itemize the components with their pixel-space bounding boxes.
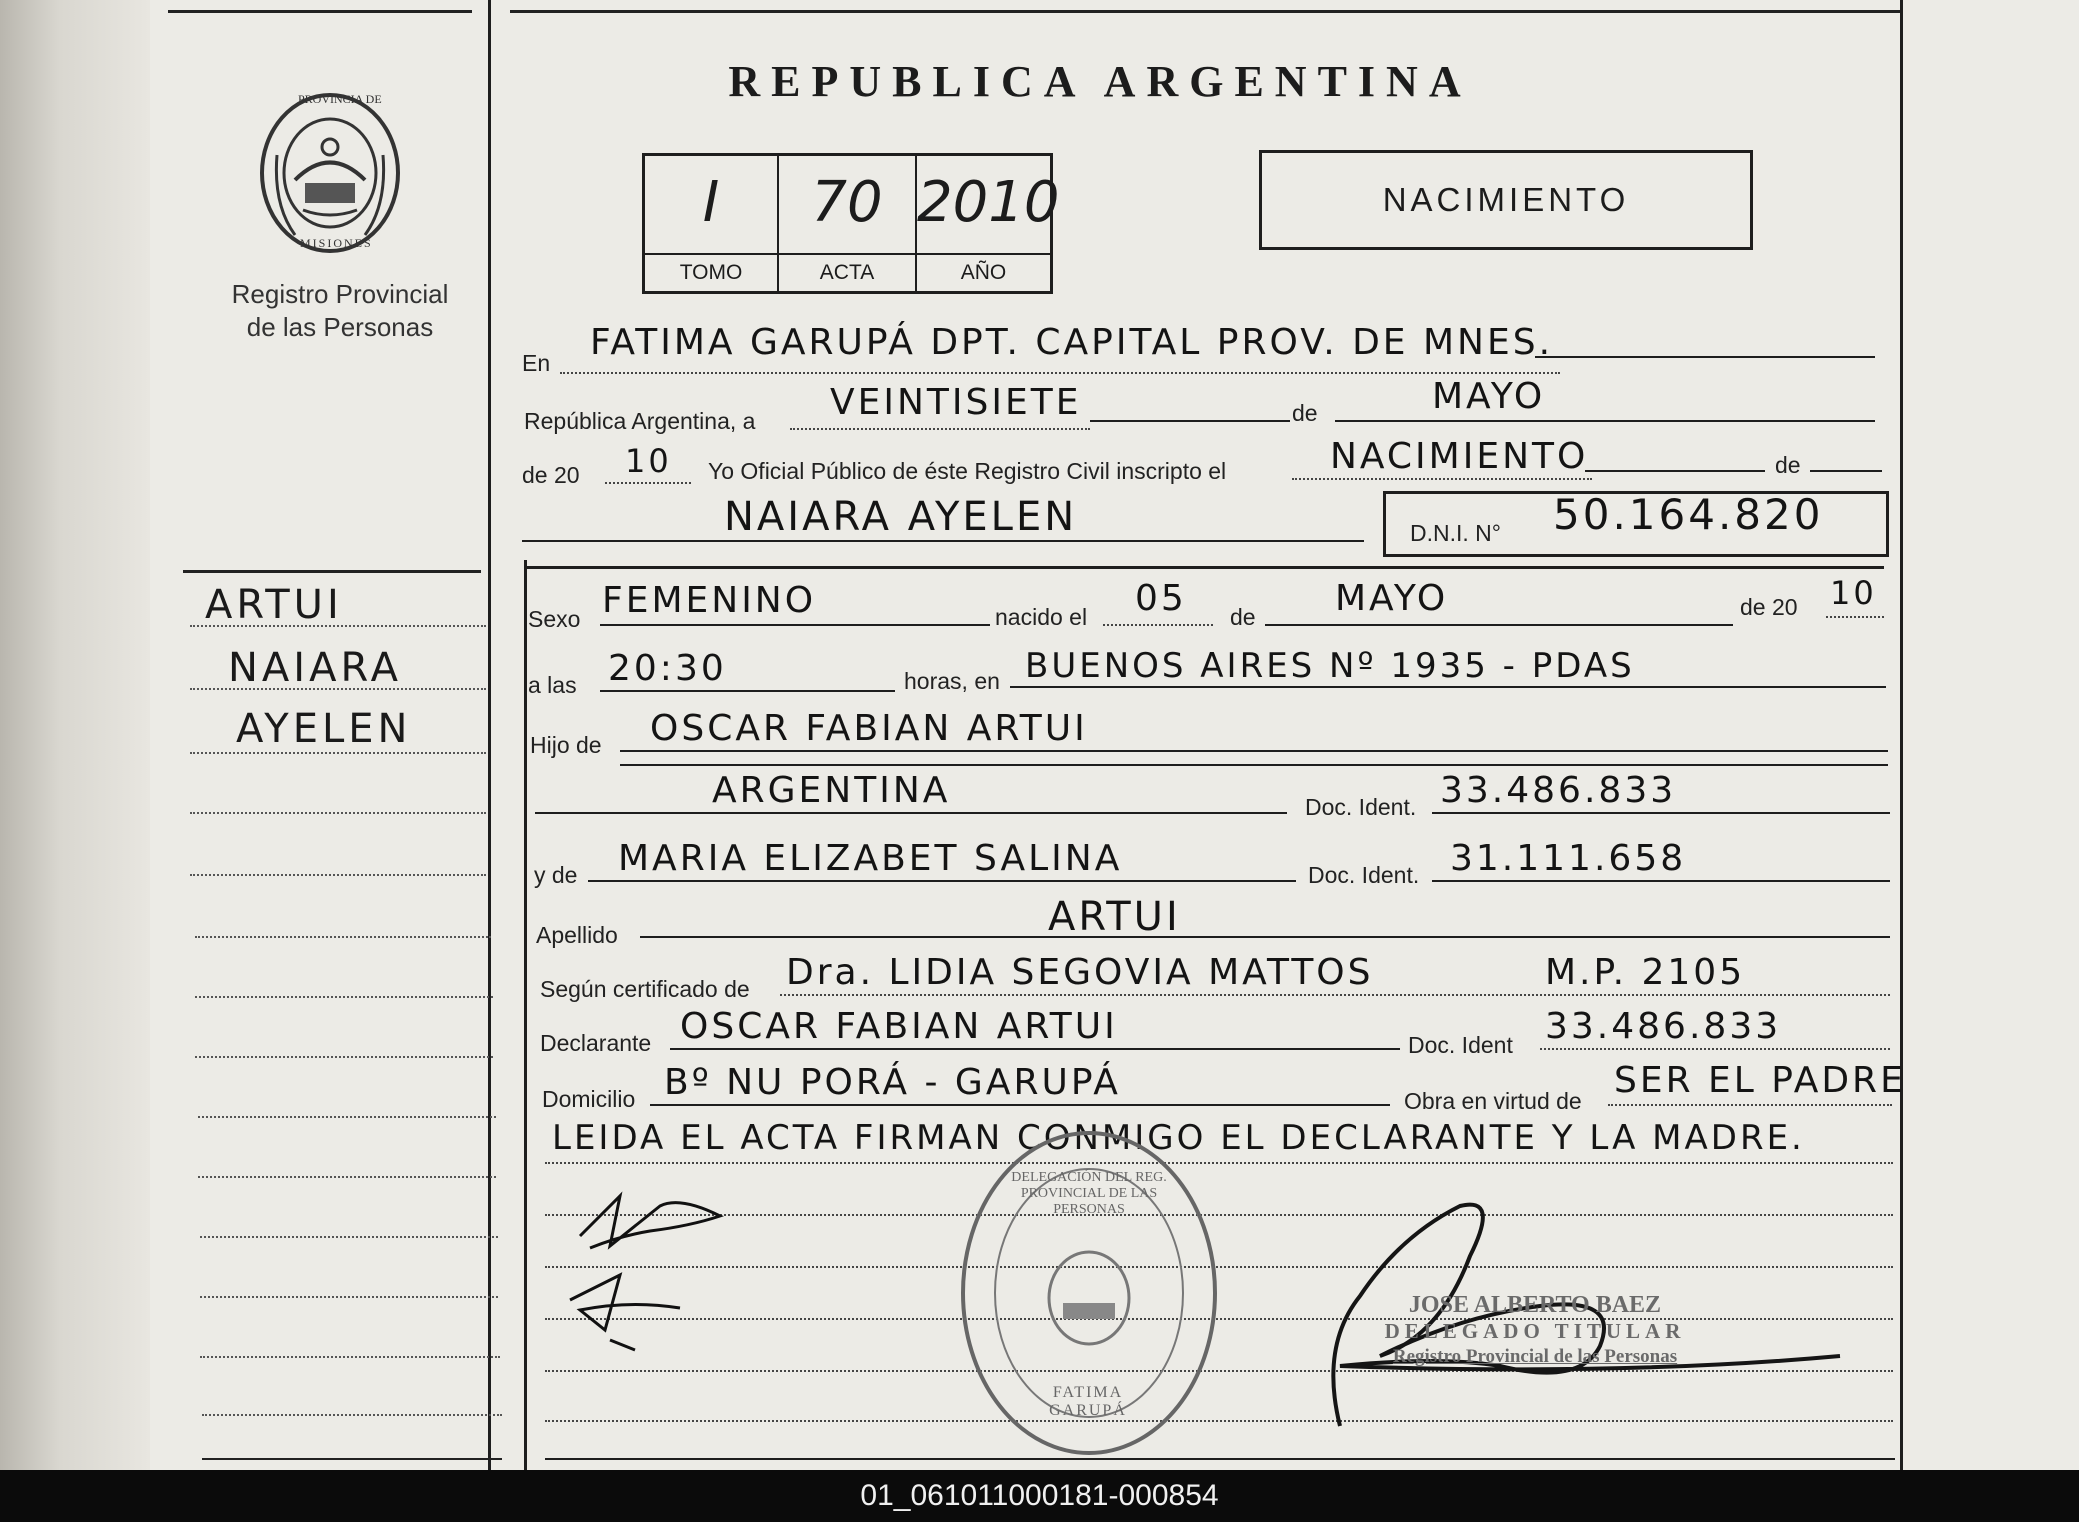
margin-line: [190, 812, 486, 814]
officer-office: Registro Provincial de las Personas: [1392, 1346, 1678, 1367]
sexo-value: FEMENINO: [602, 580, 817, 621]
margin-line: [195, 936, 491, 938]
en-dotted: [560, 372, 1560, 374]
closing-text: LEIDA EL ACTA FIRMAN CONMIGO EL DECLARANTE Y LA MADRE.: [552, 1118, 1805, 1158]
month-line: [1335, 420, 1875, 422]
top-rule-left: [168, 10, 472, 13]
margin-line: [198, 1176, 496, 1178]
nacido-label: nacido el: [995, 604, 1088, 630]
en-label: En: [522, 350, 551, 376]
image-code-footer: 01_061011000181-000854: [0, 1470, 2079, 1522]
book-binding-edge: [0, 0, 150, 1470]
father-name: OSCAR FABIAN ARTUI: [650, 708, 1088, 749]
margin-line: [200, 1236, 498, 1238]
domicilio-value: Bº NU PORÁ - GARUPÁ: [664, 1062, 1121, 1103]
margin-bottom-rule: [202, 1458, 502, 1460]
record-number-box: [642, 153, 1060, 294]
republica-dotted: [790, 428, 1090, 430]
anio-value: 2010: [917, 170, 1060, 235]
nacido-day-dotted: [1103, 624, 1213, 626]
segun-label: Según certificado de: [540, 976, 750, 1002]
column-divider-left: [488, 0, 491, 1470]
margin-middle-name: AYELEN: [236, 706, 412, 752]
margin-line: [190, 625, 486, 627]
nationality-line: [535, 812, 1287, 814]
republica-label: República Argentina, a: [524, 408, 756, 434]
republica-line: [1090, 420, 1290, 422]
de20-label: de 20: [522, 462, 580, 488]
margin-line: [202, 1414, 502, 1416]
inscripto-value: NACIMIENTO: [1330, 436, 1589, 477]
obra-value: SER EL PADRE: [1614, 1060, 1906, 1101]
declarante-value: OSCAR FABIAN ARTUI: [680, 1006, 1118, 1047]
oficial-label: Yo Oficial Público de éste Registro Civil inscripto el: [708, 458, 1227, 484]
time-value: 20:30: [608, 648, 727, 689]
bottom-rule: [545, 1458, 1895, 1460]
inscripto-line: [1585, 470, 1765, 472]
margin-line: [190, 688, 486, 690]
dni-label: D.N.I. N°: [1410, 520, 1501, 546]
tomo-cell: [645, 156, 779, 291]
doc-label-3: Doc. Ident: [1408, 1032, 1513, 1058]
declarante-doc: 33.486.833: [1545, 1006, 1782, 1047]
page-right-border: [1900, 0, 1903, 1470]
dni-value: 50.164.820: [1553, 490, 1824, 539]
registry-name-line2: de las Personas: [246, 312, 434, 342]
apellido-value: ARTUI: [1048, 894, 1181, 940]
apellido-line: [640, 936, 1890, 938]
mother-line: [588, 880, 1296, 882]
mother-signature: [550, 1270, 700, 1360]
stamp-bottom-text: FATIMA GARUPÁ: [1049, 1384, 1127, 1419]
margin-line: [190, 874, 486, 876]
nacido-month-line: [1265, 624, 1733, 626]
nacido-month: MAYO: [1335, 578, 1449, 619]
tomo-value: I: [702, 170, 720, 235]
sexo-label: Sexo: [528, 606, 581, 632]
de-label: de: [1292, 400, 1318, 426]
father-doc-line: [1432, 812, 1890, 814]
yde-label: y de: [534, 862, 578, 888]
column-divider-inner: [524, 560, 527, 1470]
margin-surname: ARTUI: [205, 582, 343, 628]
father-nationality: ARGENTINA: [712, 770, 951, 811]
declarant-signature: [560, 1186, 740, 1266]
stamp-ring-text: DELEGACIÓN DEL REG. PROVINCIAL DE LAS PERSONAS: [1011, 1170, 1167, 1217]
declarante-doc-dotted: [1540, 1048, 1890, 1050]
obra-label: Obra en virtud de: [1404, 1088, 1582, 1114]
declarante-label: Declarante: [540, 1030, 652, 1056]
margin-line: [190, 752, 486, 754]
provincial-seal-icon: [255, 85, 405, 255]
margin-line: [195, 1056, 493, 1058]
nacido-year: 10: [1830, 574, 1877, 612]
alas-label: a las: [528, 672, 577, 698]
cert-mp: M.P. 2105: [1545, 952, 1746, 993]
doc-label-2: Doc. Ident.: [1308, 862, 1420, 888]
declarante-line: [670, 1048, 1400, 1050]
doc-label: Doc. Ident.: [1305, 794, 1417, 820]
mother-doc-line: [1432, 880, 1890, 882]
inscripto-dotted: [1292, 478, 1592, 480]
acta-value: 70: [811, 170, 883, 235]
domicilio-label: Domicilio: [542, 1086, 636, 1112]
acta-label: ACTA: [779, 253, 915, 291]
margin-top-rule: [183, 570, 481, 573]
record-type-box: NACIMIENTO: [1259, 150, 1753, 250]
seal-text-bottom: MISIONES: [300, 236, 373, 250]
horas-label: horas, en: [904, 668, 1000, 694]
father-doc: 33.486.833: [1440, 770, 1677, 811]
nacido-year-dotted: [1826, 616, 1884, 618]
section-rule: [524, 566, 1884, 569]
mother-name: MARIA ELIZABET SALINA: [618, 838, 1123, 879]
anio-cell: [917, 156, 1060, 291]
margin-first-name: NAIARA: [228, 645, 402, 691]
domicilio-line: [650, 1104, 1390, 1106]
margin-line: [200, 1356, 500, 1358]
top-rule-right: [510, 10, 1900, 13]
anio-label: AÑO: [917, 253, 1050, 291]
de-label-3: de: [1230, 604, 1256, 630]
officer-role: DELEGADO TITULAR: [1384, 1319, 1686, 1343]
place-value: BUENOS AIRES Nº 1935 - PDAS: [1025, 646, 1635, 686]
year-dotted: [605, 482, 691, 484]
registry-name-line1: Registro Provincial: [231, 279, 449, 309]
officer-stamp: [1370, 1292, 1700, 1370]
place-line: [1010, 686, 1886, 688]
child-name-line: [522, 540, 1364, 542]
seal-text-top: PROVINCIA DE: [298, 92, 382, 106]
acta-cell: [779, 156, 917, 291]
margin-line: [195, 996, 493, 998]
nacido-day: 05: [1135, 578, 1187, 619]
time-line: [600, 690, 895, 692]
registry-name: [200, 278, 480, 344]
de20-label-2: de 20: [1740, 594, 1798, 620]
cert-dotted: [780, 994, 1890, 996]
de2-line: [1810, 470, 1882, 472]
cert-value: Dra. LIDIA SEGOVIA MATTOS: [786, 952, 1374, 993]
obra-dotted: [1608, 1104, 1892, 1106]
document-title: REPUBLICA ARGENTINA: [728, 57, 1472, 106]
day-words: VEINTISIETE: [830, 382, 1082, 423]
apellido-label: Apellido: [536, 922, 618, 948]
en-value: FATIMA GARUPÁ DPT. CAPITAL PROV. DE MNES.: [590, 322, 1554, 363]
month-value: MAYO: [1432, 376, 1546, 417]
year-suffix: 10: [625, 442, 672, 480]
officer-name: JOSE ALBERTO BAEZ: [1408, 1292, 1662, 1318]
father-line-2: [620, 764, 1888, 766]
child-name: NAIARA AYELEN: [724, 494, 1078, 540]
de-label-2: de: [1775, 452, 1801, 478]
father-line: [620, 750, 1888, 752]
margin-line: [198, 1116, 496, 1118]
mother-doc: 31.111.658: [1450, 838, 1687, 879]
en-line: [1535, 356, 1875, 358]
sexo-line: [600, 624, 990, 626]
hijo-label: Hijo de: [530, 732, 602, 758]
margin-line: [200, 1296, 498, 1298]
tomo-label: TOMO: [645, 253, 777, 291]
